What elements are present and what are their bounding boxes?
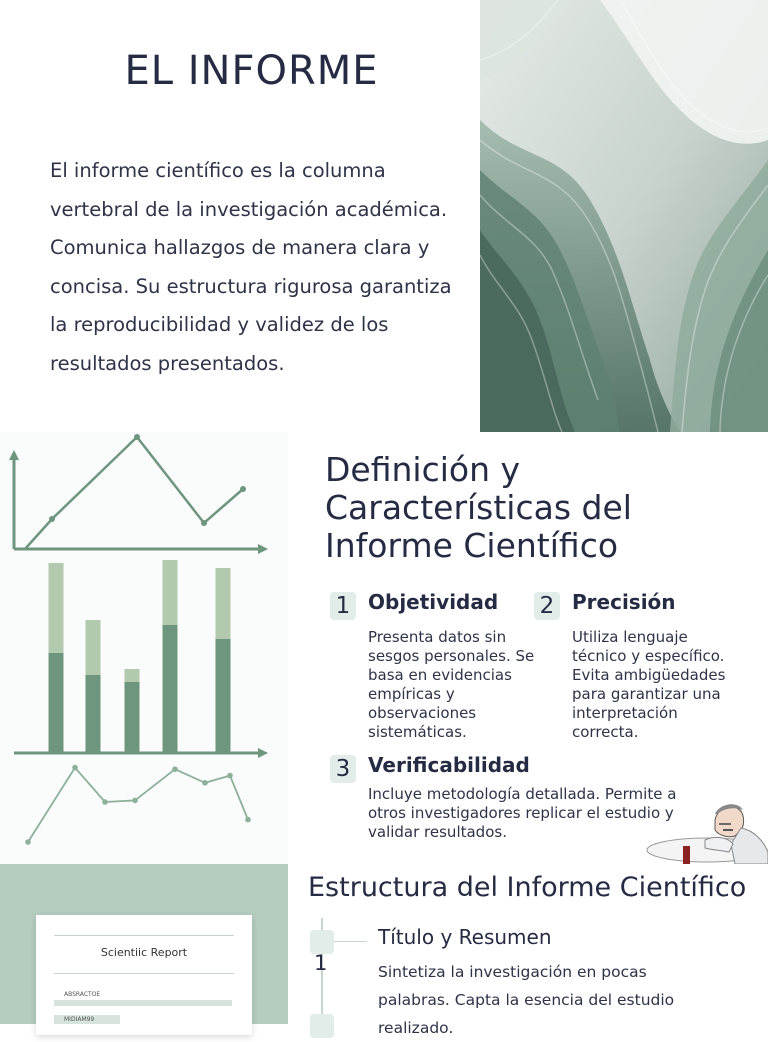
bar-top-segment xyxy=(216,568,231,639)
marble-texture-svg xyxy=(480,0,768,432)
lower-line-point xyxy=(172,766,178,772)
feature-title-precision: Precisión xyxy=(572,590,676,614)
upper-line-point xyxy=(134,434,140,440)
lower-line-point xyxy=(102,799,108,805)
bar-top-segment xyxy=(163,560,178,625)
upper-line-series xyxy=(25,434,246,549)
bar-bottom-segment xyxy=(216,639,231,753)
step-title-titulo-resumen: Título y Resumen xyxy=(378,925,552,949)
bar-bottom-segment xyxy=(125,682,140,753)
paper-rule-top xyxy=(54,935,234,936)
upper-y-arrow xyxy=(9,450,19,460)
bar-top-segment xyxy=(86,620,101,675)
bar-top-segment xyxy=(49,563,64,653)
feature-number-2: 2 xyxy=(534,592,560,620)
paper-label-abstract: ABSRACTOE xyxy=(64,991,101,998)
section-title-definicion: Definición y Características del Informe Científico xyxy=(325,450,632,565)
lower-line-point xyxy=(202,780,208,786)
paper-heading: Scientiic Report xyxy=(100,946,188,959)
bar-bottom-segment xyxy=(86,675,101,753)
bar-series xyxy=(49,560,231,753)
intro-paragraph: El informe científico es la columna vertebral de la investigación académica. Comunica hallazgos de manera clara y concisa. Su estructura rigurosa garantiza la reproducibilidad y validez de los resultados presentados. xyxy=(50,159,452,375)
lower-line-point xyxy=(245,817,251,823)
section-title-estructura: Estructura del Informe Científico xyxy=(308,872,747,903)
feature-title-objetividad: Objetividad xyxy=(368,590,499,614)
report-paper-illustration xyxy=(36,915,252,1035)
lower-line-series xyxy=(25,765,251,845)
upper-x-arrow xyxy=(258,544,268,554)
bar-bottom-segment xyxy=(49,653,64,753)
feature-title-verificabilidad: Verificabilidad xyxy=(368,753,530,777)
bar-top-segment xyxy=(125,669,140,682)
paper-bar-1 xyxy=(54,1000,232,1006)
marble-texture-image xyxy=(480,0,768,432)
paper-label-mid: MIDIAM99 xyxy=(64,1016,95,1023)
lower-line-point xyxy=(25,839,31,845)
step-number-1: 1 xyxy=(314,951,328,975)
timeline-marker-2 xyxy=(310,1014,334,1038)
step-text-titulo-resumen: Sintetiza la investigación en pocas palabras. Capta la esencia del estudio realizado. xyxy=(378,963,675,1037)
upper-line-point xyxy=(49,516,55,522)
bar-bottom-segment xyxy=(163,625,178,753)
feature-text-objetividad: Presenta datos sin sesgos personales. Se basa en evidencias empíricas y observaciones sistemáticas. xyxy=(368,628,535,741)
chart-svg xyxy=(0,432,288,864)
upper-line-point xyxy=(240,486,246,492)
thinking-man-svg xyxy=(645,800,768,864)
paper-rule-mid xyxy=(54,973,234,974)
chart-illustration xyxy=(0,432,288,864)
lower-line xyxy=(28,768,248,842)
page-title: EL INFORME xyxy=(124,48,379,94)
feature-number-3: 3 xyxy=(330,755,356,783)
upper-line xyxy=(25,437,243,549)
lower-line-point xyxy=(132,798,138,804)
lower-line-point xyxy=(227,773,233,779)
bar-x-arrow xyxy=(258,748,268,758)
upper-line-point xyxy=(201,520,207,526)
feature-text-precision: Utiliza lenguaje técnico y específico. Evita ambigüedades para garantizar una interpretación correcta. xyxy=(572,628,726,741)
thinking-man-illustration xyxy=(645,800,768,864)
feature-number-1: 1 xyxy=(330,592,356,620)
lower-line-point xyxy=(72,765,78,771)
feature-text-verificabilidad: Incluye metodología detallada. Permite a otros investigadores replicar el estudio y validar resultados. xyxy=(368,785,677,841)
